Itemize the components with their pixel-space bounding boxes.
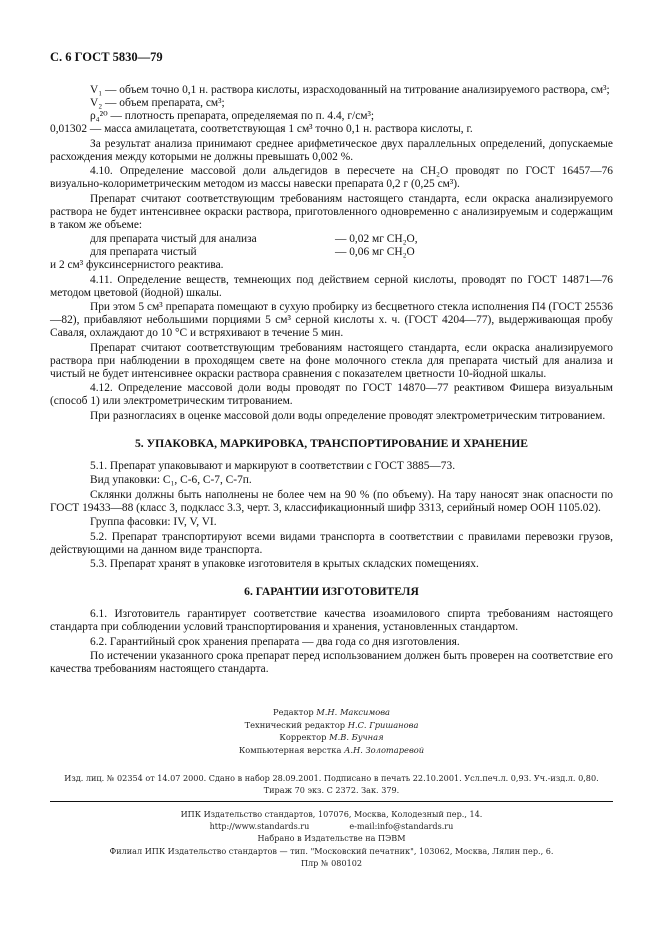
paragraph: При этом 5 см³ препарата помещают в сухую пробирку из бесцветного стекла исполнения П4 (ГОСТ 25536—82), прибавляют небольшими порциями 5 см³ серной кислоты х. ч. (ГОСТ 4204—77), выдерживающая пробу Саваля, охлаждают до 10 °С и встряхивают в течение 5 мин.	[50, 301, 613, 339]
paragraph: При разногласиях в оценке массовой доли воды определение проводят электрометрическим титрованием.	[90, 409, 606, 422]
paragraph: По истечении указанного срока препарат перед использованием должен быть проверен на соответствие его качества требованиям настоящего стандарта.	[50, 650, 613, 675]
publisher-url[interactable]: http://www.standards.ru	[209, 821, 310, 832]
document-body	[50, 84, 613, 678]
credit-role: Технический редактор	[244, 719, 346, 730]
paragraph-4-12: 4.12. Определение массовой доли воды проводят по ГОСТ 14870—77 реактивом Фишера визуальным (способ 1) или электрометрическим титрованием.	[50, 382, 613, 407]
imprint	[50, 772, 613, 797]
typeset-note: Набрано в Издательстве на ПЭВМ	[257, 833, 406, 844]
paragraph: Склянки должны быть наполнены не более чем на 90 % (по объему). На тару наносят знак опасности по ГОСТ 19433—88 (класс 3, подкласс 3.3, черт. 3, классификационный шифр 3313, серийный номер ООН 1105.02).	[50, 488, 613, 514]
credit-line	[50, 744, 613, 757]
norm-value: — 0,06 мг CH₂O	[335, 246, 415, 258]
credit-name: Н.С. Гришанова	[347, 719, 419, 730]
credit-line	[50, 706, 613, 719]
credit-role: Корректор	[279, 732, 327, 743]
paragraph-4-11: 4.11. Определение веществ, темнеющих под действием серной кислоты, проводят по ГОСТ 14871—76 методом цветовой (йодной) шкалы.	[50, 273, 613, 299]
paragraph-5-3: 5.3. Препарат хранят в упаковке изготовителя в крытых складских помещениях.	[90, 558, 479, 570]
imprint-line: Изд. лиц. № 02354 от 14.07 2000. Сдано в набор 28.09.2001. Подписано в печать 22.10.2001. Усл.печ.л. 0,93. Уч.-изд.л. 0,80.	[64, 773, 599, 783]
paragraph: Препарат считают соответствующим требованиям настоящего стандарта, если окраска анализируемого раствора не будет интенсивнее окраски раствора, приготовленного одновременно с анализируемым и содержащим в таком же объеме:	[50, 192, 613, 231]
credit-role: Компьютерная верстка	[238, 744, 342, 755]
credit-role: Редактор	[273, 707, 314, 717]
norm-value: — 0,02 мг CH₂O,	[335, 233, 418, 245]
paragraph-4-10: 4.10. Определение массовой доли альдегидов в пересчете на CH₂O проводят по ГОСТ 16457—76 визуально-колориметрическим методом из массы навески препарата 0,2 г (0,25 см³).	[50, 165, 613, 190]
publisher-info	[50, 808, 613, 869]
section-5-heading: 5. УПАКОВКА, МАРКИРОВКА, ТРАНСПОРТИРОВАНИЕ И ХРАНЕНИЕ	[134, 436, 529, 450]
paragraph-5-2: 5.2. Препарат транспортируют всеми видами транспорта в соответствии с правилами перевозки грузов, действующими на данном виде транспорта.	[50, 530, 613, 556]
credits	[50, 706, 613, 756]
paragraph-6-1: 6.1. Изготовитель гарантирует соответствие качества изоамилового спирта требованиям настоящего стандарта при соблюдении условий транспортирования и хранения, установленных стандартом.	[50, 608, 613, 633]
norm-row	[50, 246, 613, 259]
publisher-contacts	[50, 820, 613, 832]
definition-density: ρ₄²⁰ — плотность препарата, определяемая по п. 4.4, г/см³;	[90, 110, 375, 122]
paragraph: Препарат считают соответствующим требованиям настоящего стандарта, если окраска анализируемого раствора при наблюдении в проходящем свете на фоне молочного стекла для препарата чистый для анализа и чистый не будет интенсивнее окраски раствора сравнения с показателем цветности 10-йодной шкалы.	[50, 341, 613, 380]
paragraph: Вид упаковки: С₁, С-6, С-7, С-7п.	[90, 474, 252, 486]
norm-label: для препарата чистый для анализа	[90, 233, 257, 245]
divider	[50, 801, 613, 802]
paragraph-6-2: 6.2. Гарантийный срок хранения препарата — два года со дня изготовления.	[90, 635, 460, 648]
credit-name: М.Н. Максимова	[316, 707, 390, 717]
norm-label: для препарата чистый	[90, 246, 197, 258]
credit-line	[50, 731, 613, 744]
publisher-address: ИПК Издательство стандартов, 107076, Москва, Колодезный пер., 14.	[180, 809, 483, 819]
license-number: Плр № 080102	[300, 857, 363, 868]
credit-name: М.В. Бучная	[329, 732, 384, 743]
definition-v1: V₁ — объем точно 0,1 н. раствора кислоты, израсходованный на титрование анализируемого раствора, см³;	[90, 84, 610, 96]
printer-address: Филиал ИПК Издательство стандартов — тип. "Московский печатник", 103062, Москва, Лялин пер., 6.	[109, 845, 554, 856]
paragraph-5-1: 5.1. Препарат упаковывают и маркируют в соответствии с ГОСТ 3885—73.	[90, 459, 456, 472]
section-6-heading: 6. ГАРАНТИИ ИЗГОТОВИТЕЛЯ	[244, 585, 419, 598]
reagent-line: и 2 см³ фуксинсернистого реактива.	[50, 259, 224, 271]
page-header: С. 6 ГОСТ 5830—79	[50, 50, 163, 64]
definition-v2: V₂ — объем препарата, см³;	[90, 97, 225, 109]
credit-line	[50, 719, 613, 732]
norm-row	[50, 233, 613, 246]
paragraph: Группа фасовки: IV, V, VI.	[90, 516, 217, 528]
definition-mass: 0,01302 — масса амилацетата, соответствующая 1 см³ точно 0,1 н. раствора кислоты, г.	[50, 123, 473, 135]
paragraph: За результат анализа принимают среднее арифметическое двух параллельных определений, допускаемые расхождения между которыми не должны превышать 0,002 %.	[50, 137, 613, 163]
imprint-line: Тираж 70 экз. С 2372. Зак. 379.	[263, 785, 400, 796]
publisher-email[interactable]: e-mail:info@standards.ru	[349, 821, 454, 832]
credit-name: А.Н. Золотаревой	[344, 744, 425, 755]
